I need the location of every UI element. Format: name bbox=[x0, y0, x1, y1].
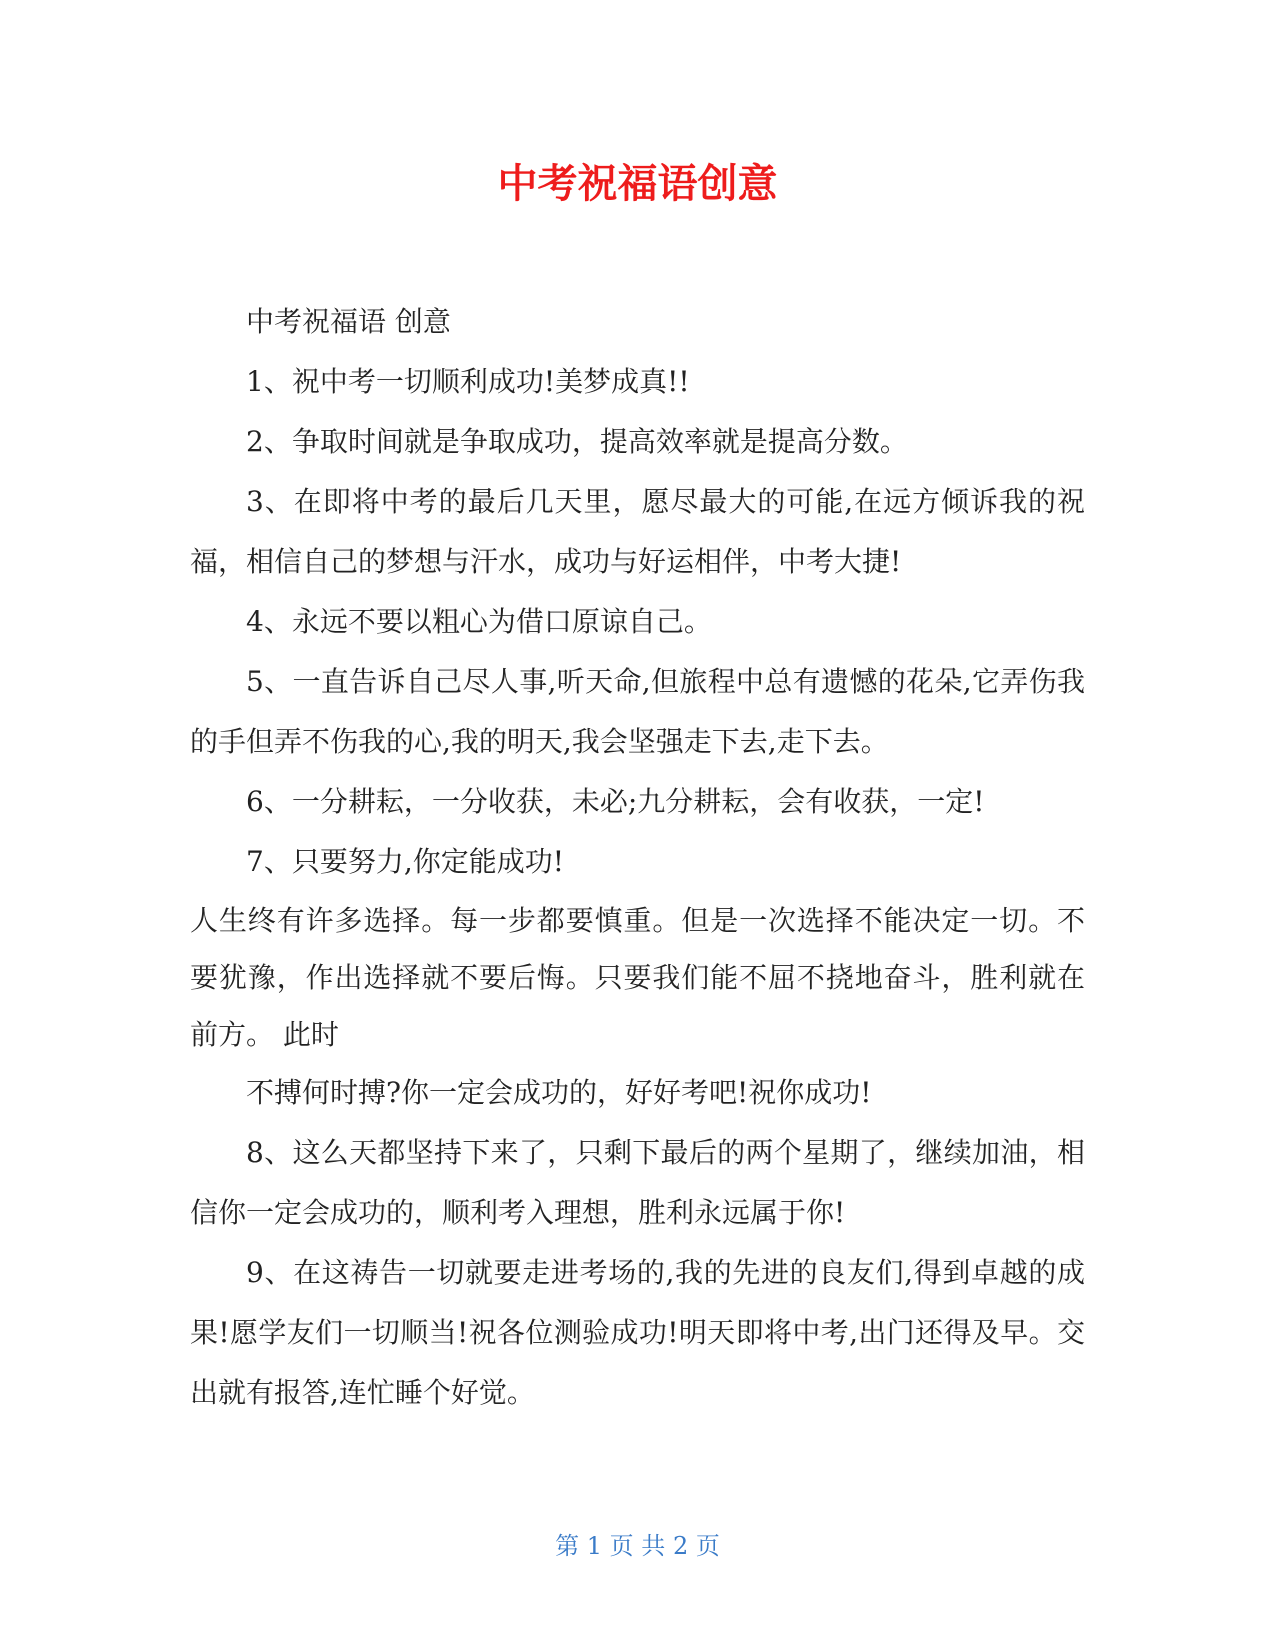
paragraph: 5、一直告诉自己尽人事,听天命,但旅程中总有遗憾的花朵,它弄伤我的手但弄不伤我的心,我的明天,我会坚强走下去,走下去。 bbox=[190, 665, 1085, 758]
page-number-footer: 第 1 页 共 2 页 bbox=[555, 1532, 720, 1560]
paragraph: 中考祝福语 创意 bbox=[246, 305, 451, 338]
document-title: 中考祝福语创意 bbox=[497, 161, 778, 207]
paragraph: 3、在即将中考的最后几天里，愿尽最大的可能,在远方倾诉我的祝福，相信自己的梦想与汗水，成功与好运相伴，中考大捷! bbox=[190, 485, 1085, 578]
paragraph: 1、祝中考一切顺利成功!美梦成真!! bbox=[246, 365, 690, 398]
paragraph: 2、争取时间就是争取成功，提高效率就是提高分数。 bbox=[246, 425, 908, 458]
paragraph: 6、一分耕耘，一分收获，未必;九分耕耘，会有收获，一定! bbox=[246, 785, 985, 818]
paragraph: 不搏何时搏?你一定会成功的，好好考吧!祝你成功! bbox=[246, 1076, 872, 1109]
paragraph: 7、只要努力,你定能成功! bbox=[246, 845, 564, 878]
paragraph: 4、永远不要以粗心为借口原谅自己。 bbox=[246, 605, 712, 638]
paragraph: 8、这么天都坚持下来了，只剩下最后的两个星期了，继续加油，相信你一定会成功的，顺利考入理想，胜利永远属于你! bbox=[190, 1136, 1085, 1229]
paragraph: 9、在这祷告一切就要走进考场的,我的先进的良友们,得到卓越的成果!愿学友们一切顺当!祝各位测验成功!明天即将中考,出门还得及早。交出就有报答,连忙睡个好觉。 bbox=[190, 1256, 1085, 1409]
paragraph: 人生终有许多选择。每一步都要慎重。但是一次选择不能决定一切。不要犹豫，作出选择就不要后悔。只要我们能不屈不挠地奋斗，胜利就在前方。 此时 bbox=[190, 904, 1085, 1051]
document-body bbox=[190, 292, 1085, 1423]
